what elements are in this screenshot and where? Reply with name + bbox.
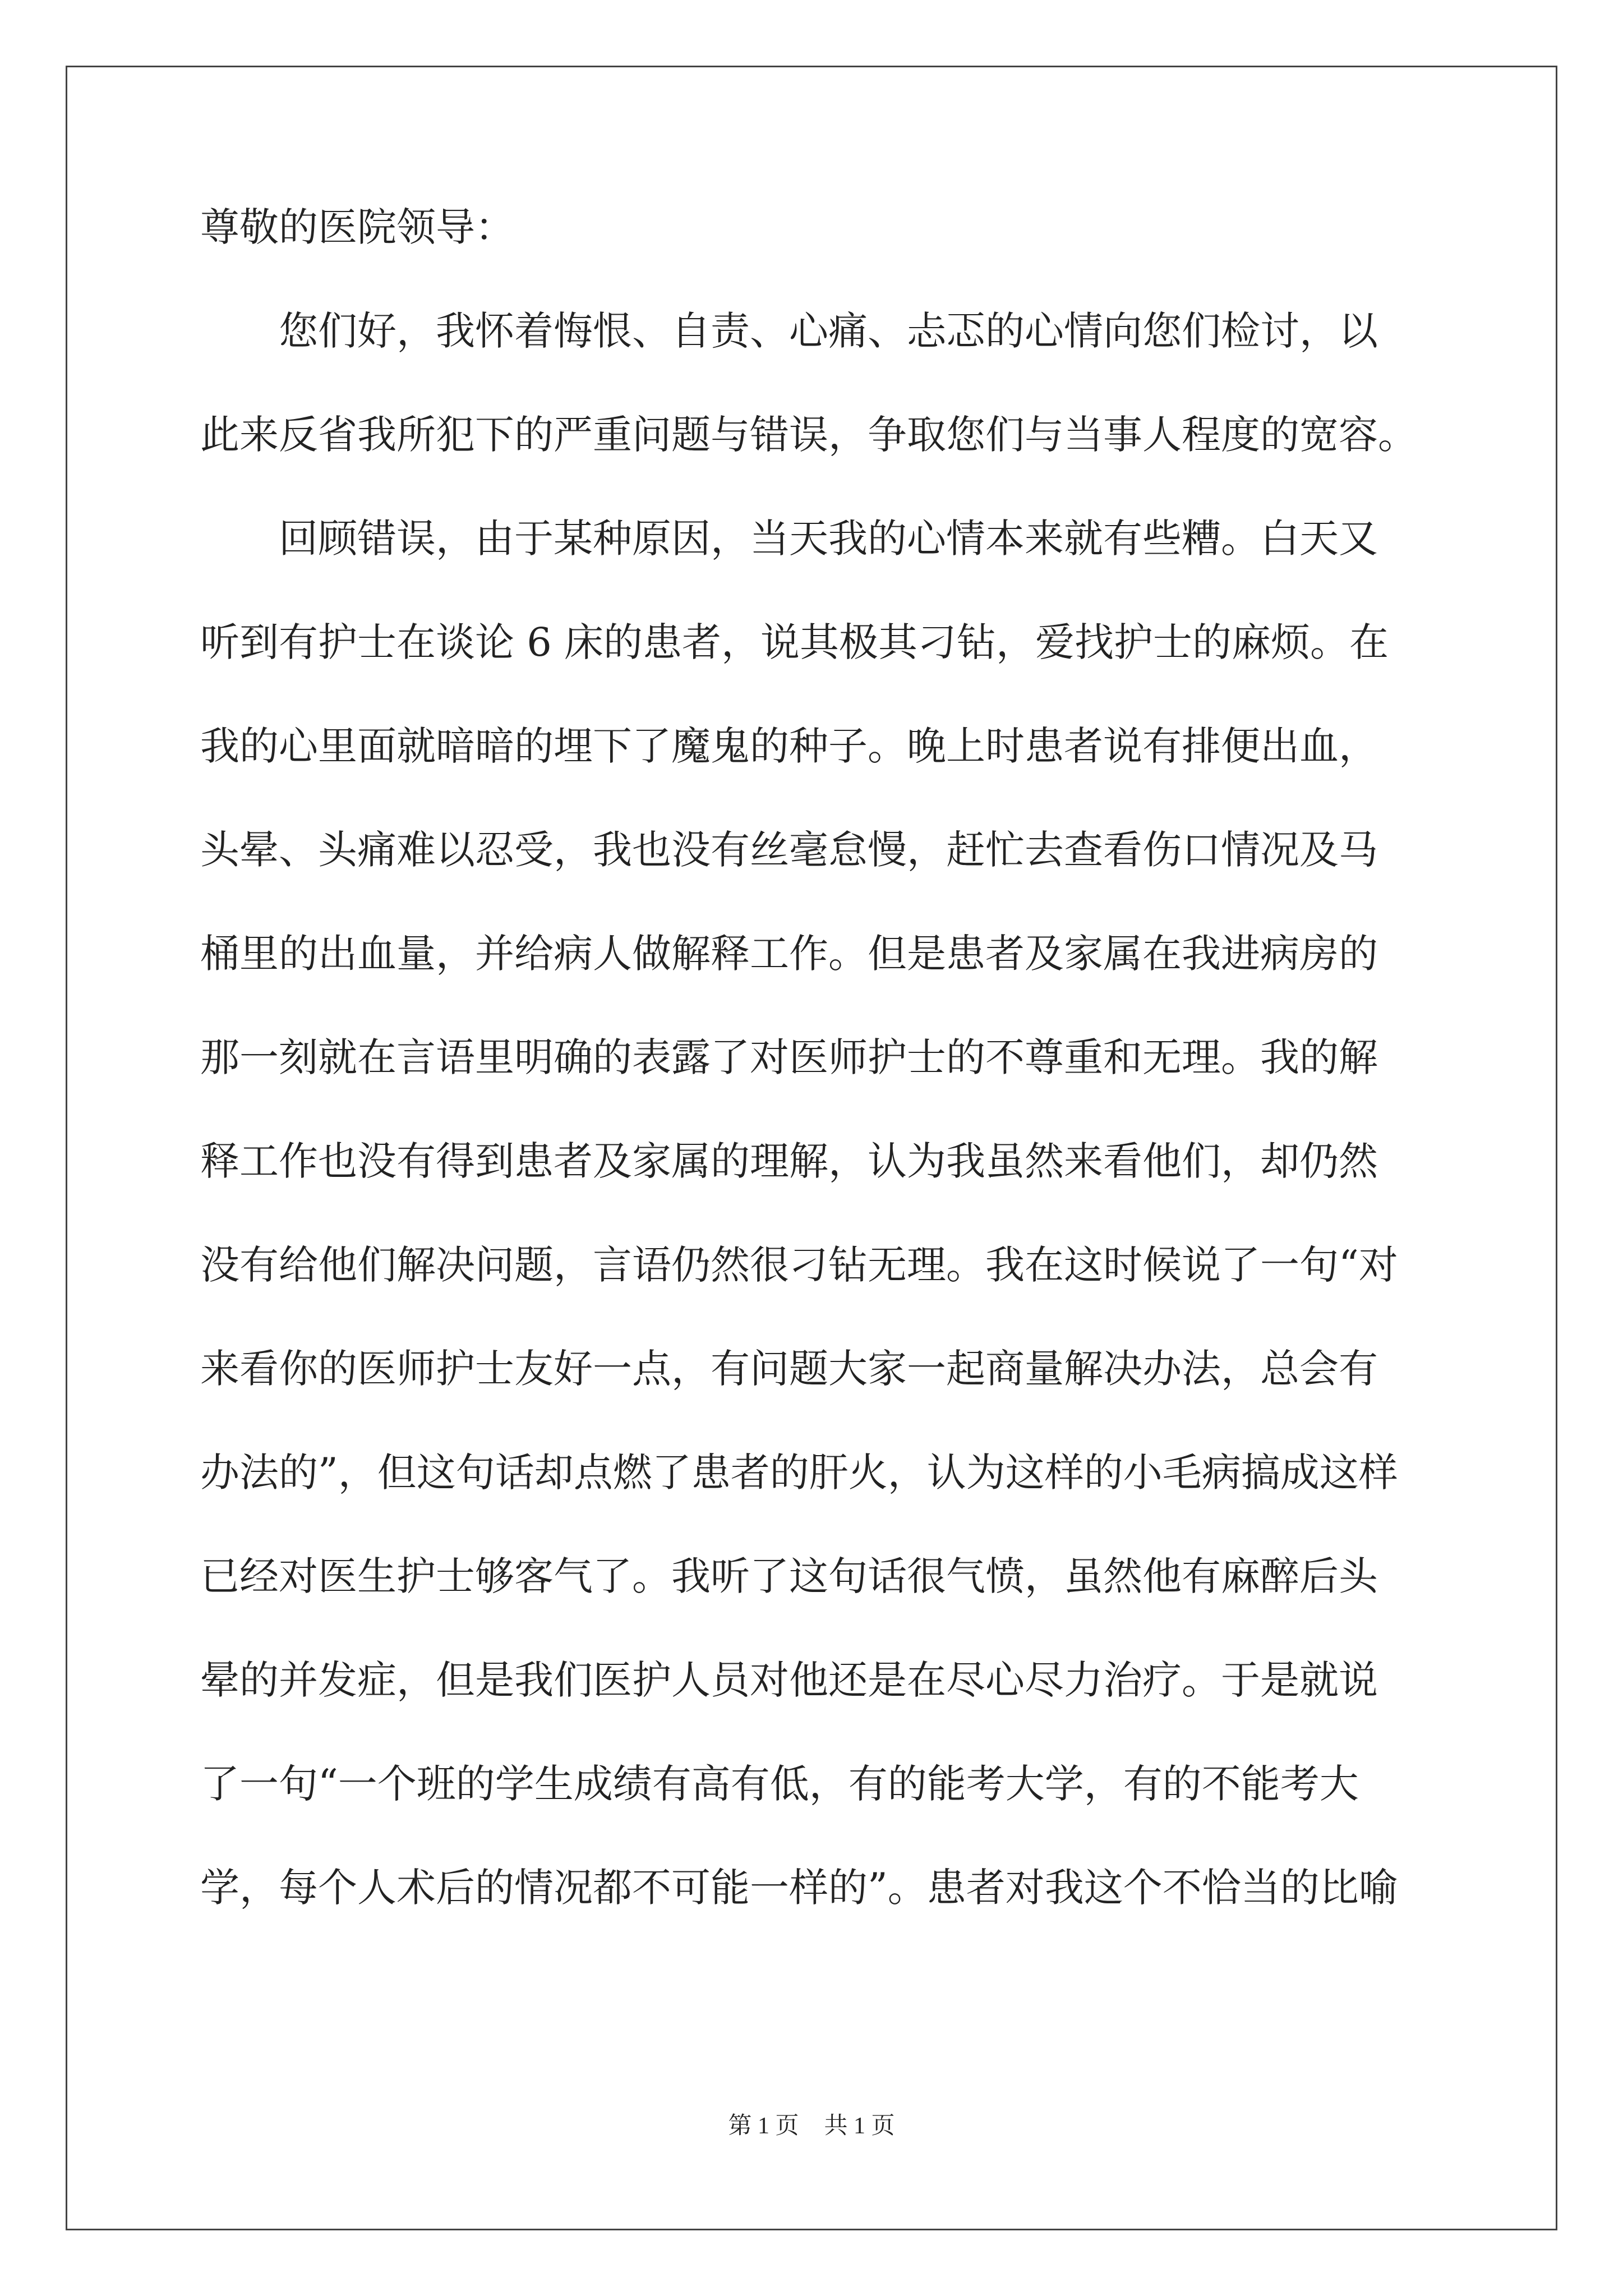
paragraph-2-line-5: 桶里的出血量，并给病人做解释工作。但是患者及家属在我进病房的	[200, 931, 1378, 977]
paragraph-2-line-7: 释工作也没有得到患者及家属的理解，认为我虽然来看他们，却仍然	[200, 1138, 1378, 1184]
paragraph-2-line-4: 头晕、头痛难以忍受，我也没有丝毫怠慢，赶忙去查看伤口情况及马	[200, 827, 1378, 873]
paragraph-2-line-6: 那一刻就在言语里明确的表露了对医师护士的不尊重和无理。我的解	[200, 1034, 1378, 1080]
paragraph-2-line-14: 学，每个人术后的情况都不可能一样的”。患者对我这个不恰当的比喻	[200, 1865, 1398, 1911]
paragraph-2-line-8: 没有给他们解决问题，言语仍然很刁钻无理。我在这时候说了一句“对	[200, 1242, 1398, 1288]
paragraph-2-line-13: 了一句“一个班的学生成绩有高有低，有的能考大学，有的不能考大	[200, 1761, 1359, 1807]
paragraph-2-line-9: 来看你的医师护士友好一点，有问题大家一起商量解决办法，总会有	[200, 1346, 1378, 1392]
page-footer	[0, 2112, 1623, 2140]
paragraph-1-line-2: 此来反省我所犯下的严重问题与错误，争取您们与当事人程度的宽容。	[200, 412, 1417, 458]
paragraph-2-line-2: 听到有护士在谈论 6 床的患者，说其极其刁钻，爱找护士的麻烦。在	[200, 619, 1389, 665]
paragraph-2-line-1: 回顾错误，由于某种原因，当天我的心情本来就有些糟。白天又	[279, 516, 1378, 562]
page-number-current: 第 1 页	[728, 2113, 799, 2139]
paragraph-2-line-12: 晕的并发症，但是我们医护人员对他还是在尽心尽力治疗。于是就说	[200, 1657, 1378, 1703]
page-number-total: 共 1 页	[824, 2113, 895, 2139]
salutation: 尊敬的医院领导：	[200, 204, 514, 250]
document-body	[200, 204, 1434, 1972]
paragraph-2-line-3: 我的心里面就暗暗的埋下了魔鬼的种子。晚上时患者说有排便出血，	[200, 723, 1378, 769]
paragraph-2-line-11: 已经对医生护士够客气了。我听了这句话很气愤，虽然他有麻醉后头	[200, 1553, 1378, 1599]
paragraph-2-line-10: 办法的”，但这句话却点燃了患者的肝火，认为这样的小毛病搞成这样	[200, 1450, 1398, 1496]
paragraph-1-line-1: 您们好，我怀着悔恨、自责、心痛、忐忑的心情向您们检讨，以	[279, 308, 1378, 354]
